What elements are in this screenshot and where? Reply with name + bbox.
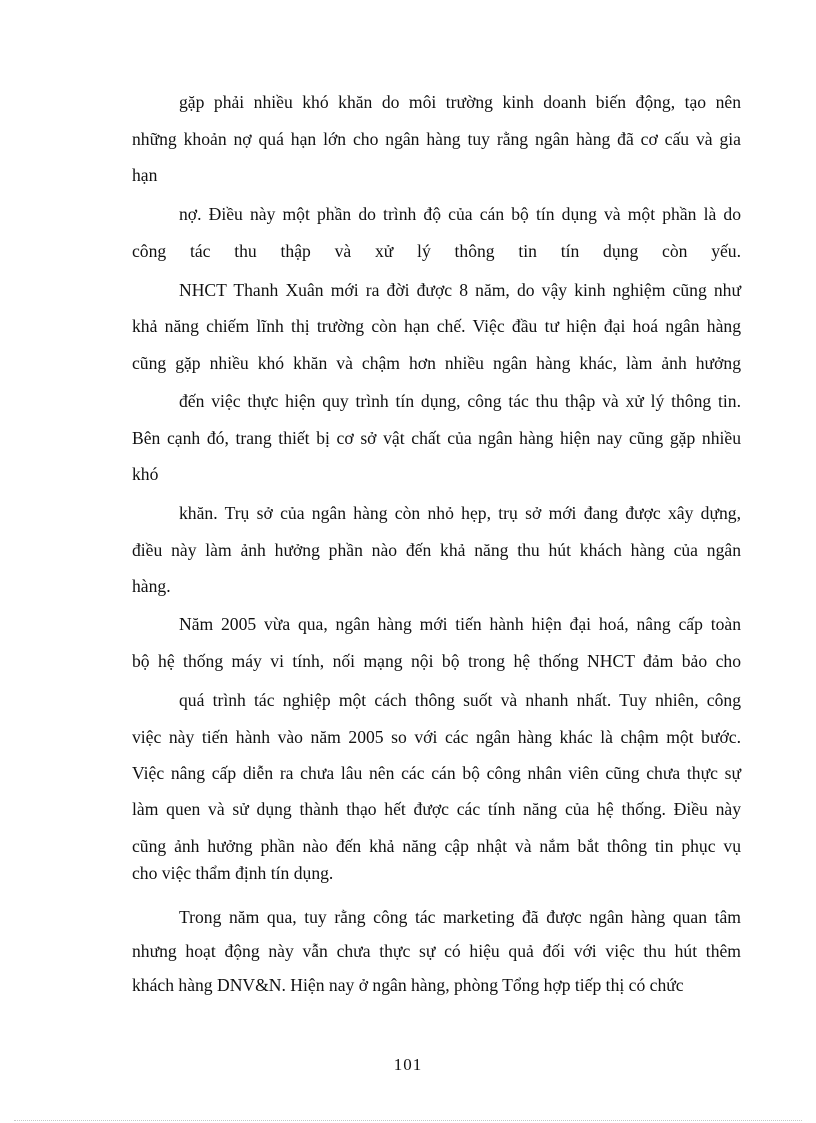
text-line: nợ. Điều này một phần do trình độ của cán bộ tín dụng và một phần là do xyxy=(179,204,741,224)
text-line: khó xyxy=(132,464,159,484)
text-line: công tác thu thập và xử lý thông tin tín dụng còn yếu. xyxy=(132,241,741,261)
text-line: khăn. Trụ sở của ngân hàng còn nhỏ hẹp, trụ sở mới đang được xây dựng, xyxy=(179,503,741,523)
text-line: quá trình tác nghiệp một cách thông suốt và nhanh nhất. Tuy nhiên, công xyxy=(179,690,741,710)
text-line: gặp phải nhiều khó khăn do môi trường kinh doanh biến động, tạo nên xyxy=(179,92,741,112)
text-line: đến việc thực hiện quy trình tín dụng, công tác thu thập và xử lý thông tin. xyxy=(179,391,741,411)
text-line: nhưng hoạt động này vẫn chưa thực sự có hiệu quả đối với việc thu hút thêm xyxy=(132,941,741,961)
text-line: Bên cạnh đó, trang thiết bị cơ sở vật chất của ngân hàng hiện nay cũng gặp nhiều xyxy=(132,428,741,448)
text-line: làm quen và sử dụng thành thạo hết được các tính năng của hệ thống. Điều này xyxy=(132,799,741,819)
text-line: khách hàng DNV&N. Hiện nay ở ngân hàng, phòng Tổng hợp tiếp thị có chức xyxy=(132,975,684,995)
text-line: việc này tiến hành vào năm 2005 so với các ngân hàng khác là chậm một bước. xyxy=(132,727,741,747)
text-line: Việc nâng cấp diễn ra chưa lâu nên các cán bộ công nhân viên cũng chưa thực sự xyxy=(132,763,741,783)
text-line: điều này làm ảnh hưởng phần nào đến khả năng thu hút khách hàng của ngân xyxy=(132,540,741,560)
page-number: 101 xyxy=(393,1055,423,1074)
text-line: bộ hệ thống máy vi tính, nối mạng nội bộ trong hệ thống NHCT đảm bảo cho xyxy=(132,651,741,671)
text-line: cũng ảnh hưởng phần nào đến khả năng cập nhật và nắm bắt thông tin phục vụ xyxy=(132,836,741,856)
text-line: những khoản nợ quá hạn lớn cho ngân hàng tuy rằng ngân hàng đã cơ cấu và gia xyxy=(132,129,741,149)
page-edge-divider xyxy=(14,1120,802,1121)
text-line: Trong năm qua, tuy rằng công tác marketing đã được ngân hàng quan tâm xyxy=(179,907,741,927)
text-line: cũng gặp nhiều khó khăn và chậm hơn nhiều ngân hàng khác, làm ảnh hưởng xyxy=(132,353,741,373)
text-line: khả năng chiếm lĩnh thị trường còn hạn chế. Việc đầu tư hiện đại hoá ngân hàng xyxy=(132,316,741,336)
text-line: cho việc thẩm định tín dụng. xyxy=(132,863,334,883)
text-line: hàng. xyxy=(132,576,171,596)
text-line: Năm 2005 vừa qua, ngân hàng mới tiến hành hiện đại hoá, nâng cấp toàn xyxy=(179,614,741,634)
text-line: NHCT Thanh Xuân mới ra đời được 8 năm, do vậy kinh nghiệm cũng như xyxy=(179,280,741,300)
text-line: hạn xyxy=(132,165,158,185)
